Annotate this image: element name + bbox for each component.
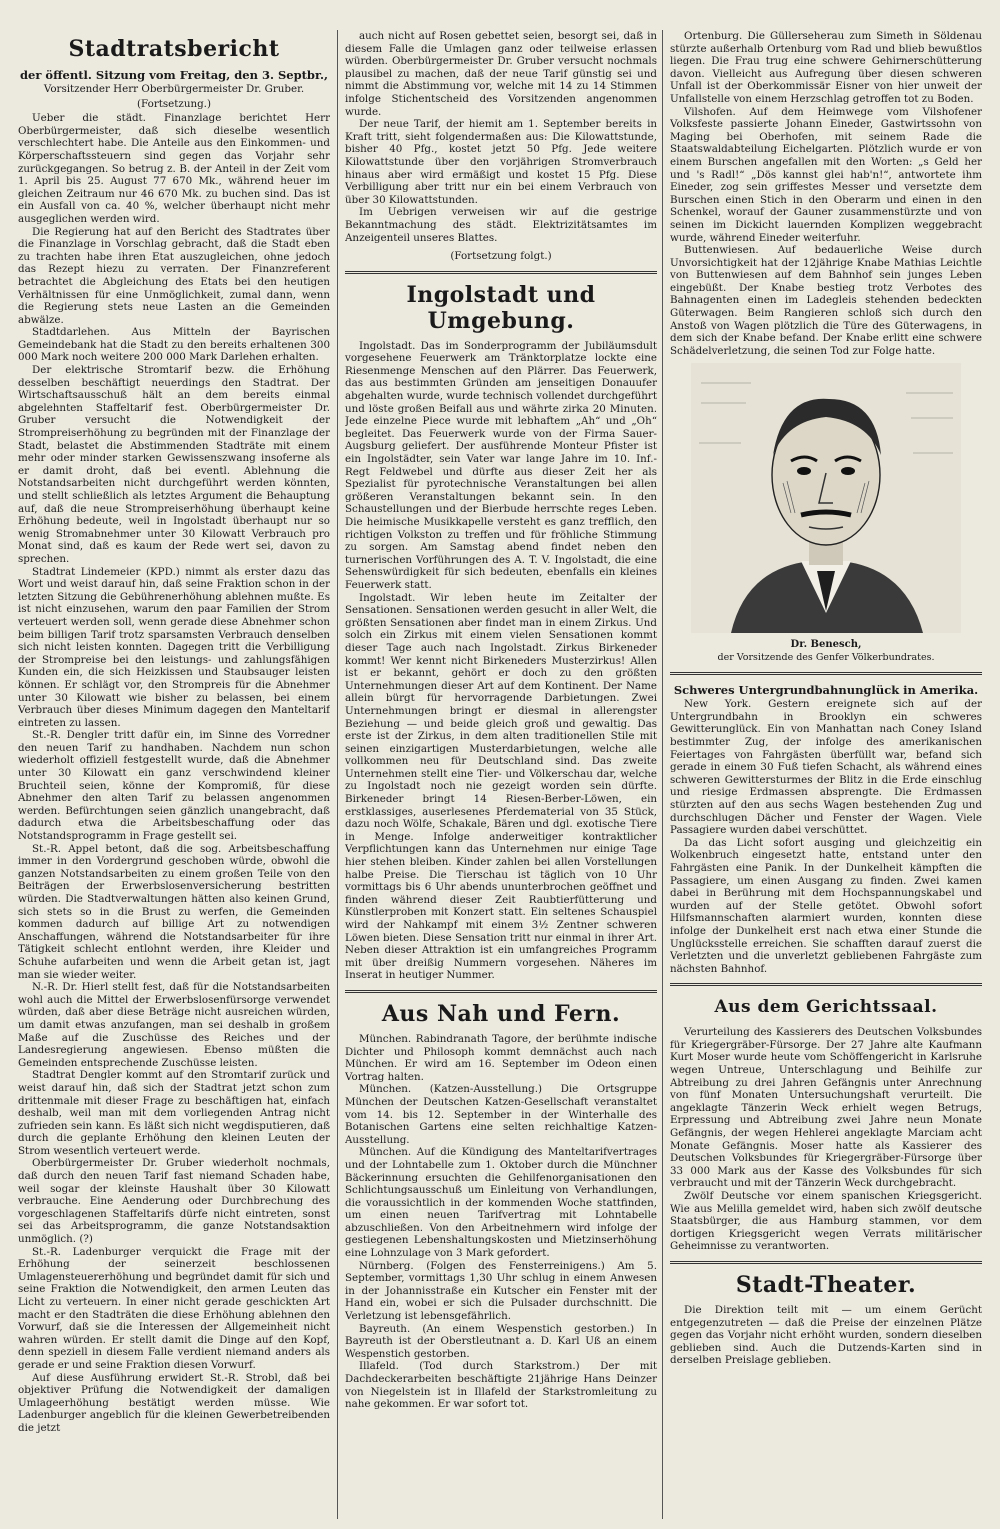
article-paragraph: Ueber die städt. Finanzlage berichtet Herr Oberbürgermeister, daß sich dieselbe wesentlich verschlechtert habe. Die Anteile aus den Einkommen- und Körperschaftssteuern sind gegen das Vorjahr sehr zurückgegangen. So betrug z. B. der Anteil in der Zeit vom 1. April bis 25. August 77 670 Mk., während heuer im gleichen Zeitraum nur 46 670 Mk. zu buchen sind. Das ist ein Ausfall von ca. 40 %, welcher überhaupt nicht mehr ausgeglichen werden wird.: [18, 112, 330, 225]
column-1: [18, 30, 330, 1519]
article-paragraph: Die Direktion teilt mit — um einem Gerücht entgegenzutreten — daß die Preise der einzelnen Plätze gegen das Vorjahr nicht erhöht wurden, sondern dieselben geblieben sind. Auch die Dutzends-Karten sind in derselben Preislage geblieben.: [670, 1303, 982, 1367]
article-paragraph: München. Rabindranath Tagore, der berühmte indische Dichter und Philosoph kommt demnächst auch nach München. Er wird am 16. September im Odeon einen Vortrag halten.: [345, 1032, 657, 1083]
article-paragraph: Zwölf Deutsche vor einem spanischen Kriegsgericht. Wie aus Melilla gemeldet wird, haben sich zwölf deutsche Staatsbürger, die aus Hamburg stammen, vor dem dortigen Kriegsgericht wegen Verrats militärischer Geheimnisse zu verantworten.: [670, 1190, 982, 1253]
article-paragraph: Ingolstadt. Wir leben heute im Zeitalter der Sensationen. Sensationen werden gesucht in aller Welt, die größten Sensationen aber findet man in einem Zirkus. Und solch ein Zirkus mit einem vielen Sensationen kommt dieser Tage auch nach Ingolstadt. Zirkus Birkeneder kommt! Wer kennt nicht Birkeneders Musterzirkus! Allen ist er bekannt, gehört er doch zu den größten Unternehmungen dieser Art auf dem Kontinent. Der Name allein bürgt für hervorragende Darbietungen. Zwei Unternehmungen bringt er diesmal in allerengster Beziehung — und beide gleich groß und gewaltig. Das erste ist der Zirkus, in dem alten traditionellen Stile mit seinen einzigartigen Musterdarbietungen, welche alle vollkommen neu für Deutschland sind. Das zweite Unternehmen stellt eine Tier- und Völkerschau dar, welche zu Ingolstadt noch nie gezeigt worden sein dürfte. Birkeneder bringt 14 Riesen-Berber-Löwen, ein erstklassiges, auserlesenes Pferdematerial von 35 Stück, dazu noch Wölfe, Schakale, Bären und dgl. exotische Tiere in Menge. Infolge anderweitiger kontraktlicher Verpflichtungen kann das Unternehmen nur einige Tage hier stehen bleiben. Kinder zahlen bei allen Vorstellungen halbe Preise. Die Tierschau ist täglich von 10 Uhr vormittags bis 6 Uhr abends ununterbrochen geöffnet und finden während dieser Zeit Raubtierfütterung und Künstlerproben mit Konzert statt. Ein seltenes Schauspiel wird der Nahkampf mit einem 3½ Zentner schweren Löwen bieten. Diese Sensation tritt nur einmal in ihrer Art. Neben dieser Attraktion ist ein umfangreiches Programm mit über dreißig Nummern vorgesehen. Näheres im Inserat in heutiger Nummer.: [345, 591, 657, 982]
article-paragraph: Auf diese Ausführung erwidert St.-R. Strobl, daß bei objektiver Prüfung die Notwendigkeit der damaligen Umlageerhöhung bestätigt werden müsse. Wie Ladenburger angeblich für die kleinen Gewerbetreibenden die jetzt: [18, 1371, 330, 1434]
column-rule: [337, 30, 338, 1519]
article-paragraph: Oberbürgermeister Dr. Gruber wiederholt nochmals, daß durch den neuen Tarif fast niemand Schaden habe, weil sogar der kleinste Haushalt über 30 Kilowatt verbrauche. Eine Aenderung oder Durchbrechung des vorgeschlagenen Staffeltarifs dürfe nicht eintreten, sonst sei das Arbeitsprogramm, die ganze Notstandsaktion unmöglich. (?): [18, 1157, 330, 1246]
article-paragraph: Stadtrat Dengler kommt auf den Stromtarif zurück und weist darauf hin, daß sich der Stadtrat jetzt schon zum drittenmale mit dieser Frage zu beschäftigen hat, einfach deshalb, weil man mit dem vorliegenden Antrag nicht zufrieden sein kann. Es läßt sich nicht wegdisputieren, daß durch die geplante Erhöhung den kleinen Leuten der Strom wesentlich verteuert werde.: [18, 1069, 330, 1157]
section-title-amerika: Schweres Untergrundbahnunglück in Amerika.: [673, 683, 979, 698]
section-divider: [345, 990, 657, 993]
continuation-note: (Fortsetzung.): [137, 97, 211, 110]
article-paragraph: Ortenburg. Die Güllerseherau zum Simeth in Söldenau stürzte außerhalb Ortenburg vom Rad und blieb bewußtlos liegen. Die Frau trug eine schwere Gehirnerschütterung davon. Vielleicht aus Aufregung über diesen schweren Unfall ist der Oberkommissär Eisner von hier unweit der Unfallstelle von einem Herzschlag getroffen tot zu Boden.: [670, 30, 982, 105]
article-paragraph: München. Auf die Kündigung des Manteltarifvertrages und der Lohntabelle zum 1. Oktober durch die Münchner Bäckerinnung ersuchten die Gehilfenorganisationen den Schlichtungsausschuß um Einleitung von Verhandlungen, die voraussichtlich in der kommenden Woche stattfinden, um einen neuen Tarifvertrag mit Lohntabelle abzuschließen. Von den Arbeitnehmern wird infolge der gestiegenen Lebenshaltungskosten und Mietzinserhöhung eine Lohnzulage von 3 Mark gefordert.: [345, 1146, 657, 1260]
column-rule: [662, 30, 663, 1519]
article-paragraph: Der elektrische Stromtarif bezw. die Erhöhung desselben beschäftigt neuerdings den Stadtrat. Der Wirtschaftsausschuß hält an dem bereits einmal abgelehnten Staffeltarif fest. Oberbürgermeister Dr. Gruber versucht die Notwendigkeit der Strompreiserhöhung zu begründen mit der Finanzlage der Stadt, belastet die Abstimmenden Stadträte mit einem mehr oder minder starken Gewissenszwang insoferne als er damit droht, daß bei eventl. Ablehnung die Notstandsarbeiten nicht durchgeführt werden könnten, und stellt schließlich als letztes Argument die Behauptung auf, daß die neue Strompreiserhöhung überhaupt keine Erhöhung bedeute, weil in Ingolstadt überhaupt nur so wenig Stromabnehmer unter 30 Kilowatt Verbrauch pro Monat sind, daß es kaum der Rede wert sei, davon zu sprechen.: [18, 364, 330, 565]
article-paragraph: Bayreuth. (An einem Wespenstich gestorben.) In Bayreuth ist der Oberstleutnant a. D. Karl Uß an einem Wespenstich gestorben.: [345, 1322, 657, 1360]
article-paragraph: Vilshofen. Auf dem Heimwege vom Vilshofener Volksfeste passierte Johann Eineder, Gastwirtssohn von Maging bei Oberhofen, mit seinem Rade die Staatswaldabteilung Eichelgarten. Plötzlich wurde er von einem Burschen angefallen mit den Worten: „s Geld her und 's Radl!“ „Dös kannst glei hab'n!“, antwortete ihm Eineder, zog sein griffestes Messer und versetzte dem Burschen einen Stich in den Oberarm und einen in den Schenkel, worauf der Gauner zusammenstürzte und von seinen im Dickicht lauernden Komplizen weggebracht wurde, während Eineder weiterfuhr.: [670, 105, 982, 244]
article-paragraph: N.-R. Dr. Hierl stellt fest, daß für die Notstandsarbeiten wohl auch die Mittel der Erwerbslosenfürsorge verwendet würden, daß aber diese Beträge nicht ausreichen würden, um damit etwas anzufangen, man sei deshalb in großem Maße auf die Zuschüsse des Reiches und der Landesregierung angewiesen. Ebenso müßten die Gemeinden entsprechende Zuschüsse leisten.: [18, 981, 330, 1069]
article-paragraph: Ingolstadt. Das im Sonderprogramm der Jubiläumsdult vorgesehene Feuerwerk am Tränktorplatze lockte eine Riesenmenge Menschen auf den Plärrer. Das Feuerwerk, das aus bestimmten Gründen am jenseitigen Donauufer abgehalten wurde, wurde technisch vollendet durchgeführt und löste großen Beifall aus und währte zirka 20 Minuten. Jede einzelne Piece wurde mit lebhaftem „Ah“ und „Oh“ begleitet. Das Feuerwerk wurde von der Firma Sauer-Augsburg geliefert. Der ausführende Monteur Pfister ist ein Ingolstädter, sein Vater war lange Jahre im 10. Inf.-Regt Feldwebel und dürfte aus dieser Zeit her als Spezialist für pyrotechnische Veranstaltungen bei allen größeren Veranstaltungen bekannt sein. In den Schaustellungen und der Bierbude herrschte reges Leben. Die heimische Musikkapelle versteht es ganz trefflich, den richtigen Volkston zu treffen und für fröhliche Stimmung zu sorgen. Am Samstag abend findet neben den turnerischen Vorführungen des A. T. V. Ingolstadt, die eine Sehenswürdigkeit für sich bedeuten, ebenfalls ein kleines Feuerwerk statt.: [345, 339, 657, 591]
article-paragraph: Stadtrat Lindemeier (KPD.) nimmt als erster dazu das Wort und weist darauf hin, daß seine Fraktion schon in der letzten Sitzung die Gebührenerhöhung ablehnen mußte. Es ist nicht einzusehen, warum den paar Familien der Strom verteuert werden soll, wenn gerade diese Abnehmer schon beim billigen Tarif trotz sparsamsten Verbrauch denselben sich nicht leisten konnten. Dagegen tritt die Verbilligung der Strompreise bei den leistungs- und zahlungsfähigen Kunden ein, die sich Heizkissen und Staubsauger leisten können. Er schlägt vor, den Strompreis für die Abnehmer unter 30 Kilowatt wie bisher zu belassen, bei einem Verbrauch über dieses Minimum dagegen den Manteltarif eintreten zu lassen.: [18, 565, 330, 729]
article-paragraph: St.-R. Dengler tritt dafür ein, im Sinne des Vorredner den neuen Tarif zu handhaben. Nachdem nun schon wiederholt offiziell festgestellt wurde, daß die Abnehmer unter 30 Kilowatt ein ganz verschwindend kleiner Bruchteil seien, könne der Kompromiß, für diese Abnehmer den alten Tarif zu belassen angenommen werden. Befürchtungen seien gänzlich unangebracht, daß dadurch etwa die Arbeitsbeschaffung oder das Notstandsprogramm in Frage gestellt sei.: [18, 729, 330, 843]
article-paragraph: Nürnberg. (Folgen des Fensterreinigens.) Am 5. September, vormittags 1,30 Uhr schlug in einem Anwesen in der Johannisstraße ein Kutscher ein Fenster mit der Hand ein, wobei er sich die Pulsader durchschnitt. Die Verletzung ist lebensgefährlich.: [345, 1259, 657, 1323]
section-title-stadt-theater: Stadt-Theater.: [735, 1271, 917, 1298]
section-divider: [670, 983, 982, 986]
article-paragraph: Im Uebrigen verweisen wir auf die gestrige Bekanntmachung des städt. Elektrizitätsamtes im Anzeigenteil unseres Blattes.: [345, 206, 657, 244]
article-paragraph: New York. Gestern ereignete sich auf der Untergrundbahn in Brooklyn ein schweres Gewitterunglück. Ein von Manhattan nach Coney Island bestimmter Zug, der infolge des amerikanischen Feiertages von Fahrgästen überfüllt war, befand sich gerade in einem 30 Fuß tiefen Schacht, als während eines schweren Gewittersturmes der Blitz in die Erde einschlug und riesige Erdmassen absprengte. Die Erdmassen stürzten auf den aus sechs Wagen bestehenden Zug und durchschlugen Dächer und Fenster der Wagen. Viele Passagiere wurden dabei verschüttet.: [670, 698, 982, 837]
portrait-caption-description: der Vorsitzende des Genfer Völkerbundrates.: [717, 651, 935, 663]
article-paragraph: St.-R. Appel betont, daß die sog. Arbeitsbeschaffung immer in den Vordergrund geschoben würde, obwohl die ganzen Notstandsarbeiten zu einem großen Teile von den Beiträgen der Erwerbslosenversicherung bestritten würden. Die Stadtverwaltungen hätten also keinen Grund, sich stets so in die Brust zu werfen, die Gemeinden kommen dadurch auf billige Art zu notwendigen Anschaffungen, während die Notstandsarbeiter für ihre Tätigkeit schlecht entlohnt werden, ihre Kleider und Schuhe aufarbeiten und wenn die Arbeit getan ist, jagt man sie wieder weiter.: [18, 842, 330, 981]
article-paragraph: Stadtdarlehen. Aus Mitteln der Bayrischen Gemeindebank hat die Stadt zu den bereits erhaltenen 300 000 Mark noch weitere 200 000 Mark Darlehen erhalten.: [18, 326, 330, 364]
section-divider: [670, 1261, 982, 1264]
article-paragraph: Der neue Tarif, der hiemit am 1. September bereits in Kraft tritt, sieht folgendermaßen aus: Die Kilowattstunde, bisher 40 Pfg., kostet jetzt 50 Pfg. Jede weitere Kilowattstunde über den vorjährigen Stromverbrauch hinaus aber wird ermäßigt und kostet 15 Pfg. Diese Verbilligung aber tritt nur ein bei einem Verbrauch von über 30 Kilowattstunden.: [345, 118, 657, 206]
portrait-figure: [691, 363, 961, 664]
article-paragraph: Illafeld. (Tod durch Starkstrom.) Der mit Dachdeckerarbeiten beschäftigte 21jährige Hans Deinzer von Niegelstein ist in Illafeld der Starkstromleitung zu nahe gekommen. Er war sofort tot.: [345, 1360, 657, 1411]
article-paragraph: Verurteilung des Kassierers des Deutschen Volksbundes für Kriegergräber-Fürsorge. Der 27 Jahre alte Kaufmann Kurt Moser wurde heute vom Schöffengericht in Karlsruhe wegen Untreue, Unterschlagung und Beihilfe zur Abtreibung zu drei Jahren Gefängnis unter Anrechnung von fünf Monaten Untersuchungshaft verurteilt. Die angeklagte Tänzerin Weck erhielt wegen Betrugs, Erpressung und Abtreibung zwei Jahre neun Monate Gefängnis, der wegen Hehlerei angeklagte Marciam acht Monate Gefängnis. Moser hatte als Kassierer des Deutschen Volksbundes für Kriegergräber-Fürsorge über 33 000 Mark aus der Kasse des Volksbundes für sich verbraucht und mit der Tänzerin Weck durchgebracht.: [670, 1026, 982, 1190]
chair-line: Vorsitzender Herr Oberbürgermeister Dr. Gruber.: [43, 83, 305, 95]
section-title-ingolstadt: Ingolstadt und Umgebung.: [406, 281, 596, 334]
column-2: [345, 30, 657, 1519]
article-paragraph: auch nicht auf Rosen gebettet seien, besorgt sei, daß in diesem Falle die Umlagen ganz oder teilweise erlassen würden. Oberbürgermeister Dr. Gruber versucht nochmals plausibel zu machen, daß der neue Tarif günstig sei und nimmt die Abstimmung vor, welche mit 14 zu 14 Stimmen infolge Stichentscheid des Vorsitzenden angenommen wurde.: [345, 30, 657, 118]
section-title-stadtratsbericht: Stadtratsbericht: [68, 36, 280, 62]
section-divider: [345, 271, 657, 274]
section-title-aus-nah-und-fern: Aus Nah und Fern.: [381, 1000, 621, 1027]
article-paragraph: St.-R. Ladenburger verquickt die Frage mit der Erhöhung der seinerzeit beschlossenen Umlagensteuererhöhung und begründet damit für sich und seine Fraktion die Notwendigkeit, den armen Leuten das Licht zu verteuern. In einer nicht gerade geschickten Art macht er den Stadträten die diese Erhöhung ablehnen den Vorwurf, daß sie die Interessen der Allgemeinheit nicht wahren würden. Er stellt damit die Dinge auf den Kopf, denn speziell in diesem Falle verdient niemand anders als gerade er und seine Fraktion diesen Vorwurf.: [18, 1245, 330, 1371]
portrait-caption-name: Dr. Benesch,: [790, 639, 862, 651]
section-divider: [670, 672, 982, 675]
column-3: [670, 30, 982, 1519]
article-paragraph: Da das Licht sofort ausging und gleichzeitig ein Wolkenbruch eingesetzt hatte, entstand unter den Fahrgästen eine Panik. In der Dunkelheit kämpften die Passagiere, um einen Ausgang zu finden. Zwei kamen dabei in Berührung mit dem Hochspannungskabel und wurden auf der Stelle getötet. Obwohl sofort Hilfsmannschaften alarmiert wurden, konnten diese infolge der Dunkelheit erst nach etwa einer Stunde die Unglücksstelle erreichen. Sie schafften darauf zuerst die Verletzten und die unverletzt gebliebenen Fahrgäste zum nächsten Bahnhof.: [670, 836, 982, 975]
article-paragraph: Buttenwiesen. Auf bedauerliche Weise durch Unvorsichtigkeit hat der 12jährige Knabe Mathias Leichtle von Buttenwiesen auf dem Bahnhof sein junges Leben eingebüßt. Der Knabe bestieg trotz Verbotes des Bahnagenten einen im Ladegleis stehenden bedeckten Güterwagen. Beim Rangieren schloß sich durch den Anstoß von Wagen plötzlich die Türe des Güterwagens, in dem sich der Knabe befand. Der Knabe erlitt eine schwere Schädelverletzung, die seinen Tod zur Folge hatte.: [670, 244, 982, 357]
section-title-gerichtssaal: Aus dem Gerichtssaal.: [714, 997, 938, 1018]
article-paragraph: München. (Katzen-Ausstellung.) Die Ortsgruppe München der Deutschen Katzen-Gesellschaft veranstaltet vom 14. bis 12. September in der Winterhalle des Botanischen Gartens eine selten reichhaltige Katzen-Ausstellung.: [345, 1083, 657, 1146]
session-subtitle: der öffentl. Sitzung vom Freitag, den 3. Septbr.,: [20, 68, 328, 82]
article-paragraph: Die Regierung hat auf den Bericht des Stadtrates über die Finanzlage in Vorschlag gebracht, daß die Stadt eben zu trachten habe ihren Etat auszugleichen, ohne jedoch das Rezept hiezu zu verraten. Der Finanzreferent betrachtet die Abgleichung des Etats bei den heutigen Verhältnissen für eine Unmöglichkeit, zumal dann, wenn die Regierung stets neue Lasten an die Gemeinden abwälze.: [18, 225, 330, 326]
continuation-note: (Fortsetzung folgt.): [450, 250, 552, 263]
portrait-illustration: [691, 363, 961, 633]
